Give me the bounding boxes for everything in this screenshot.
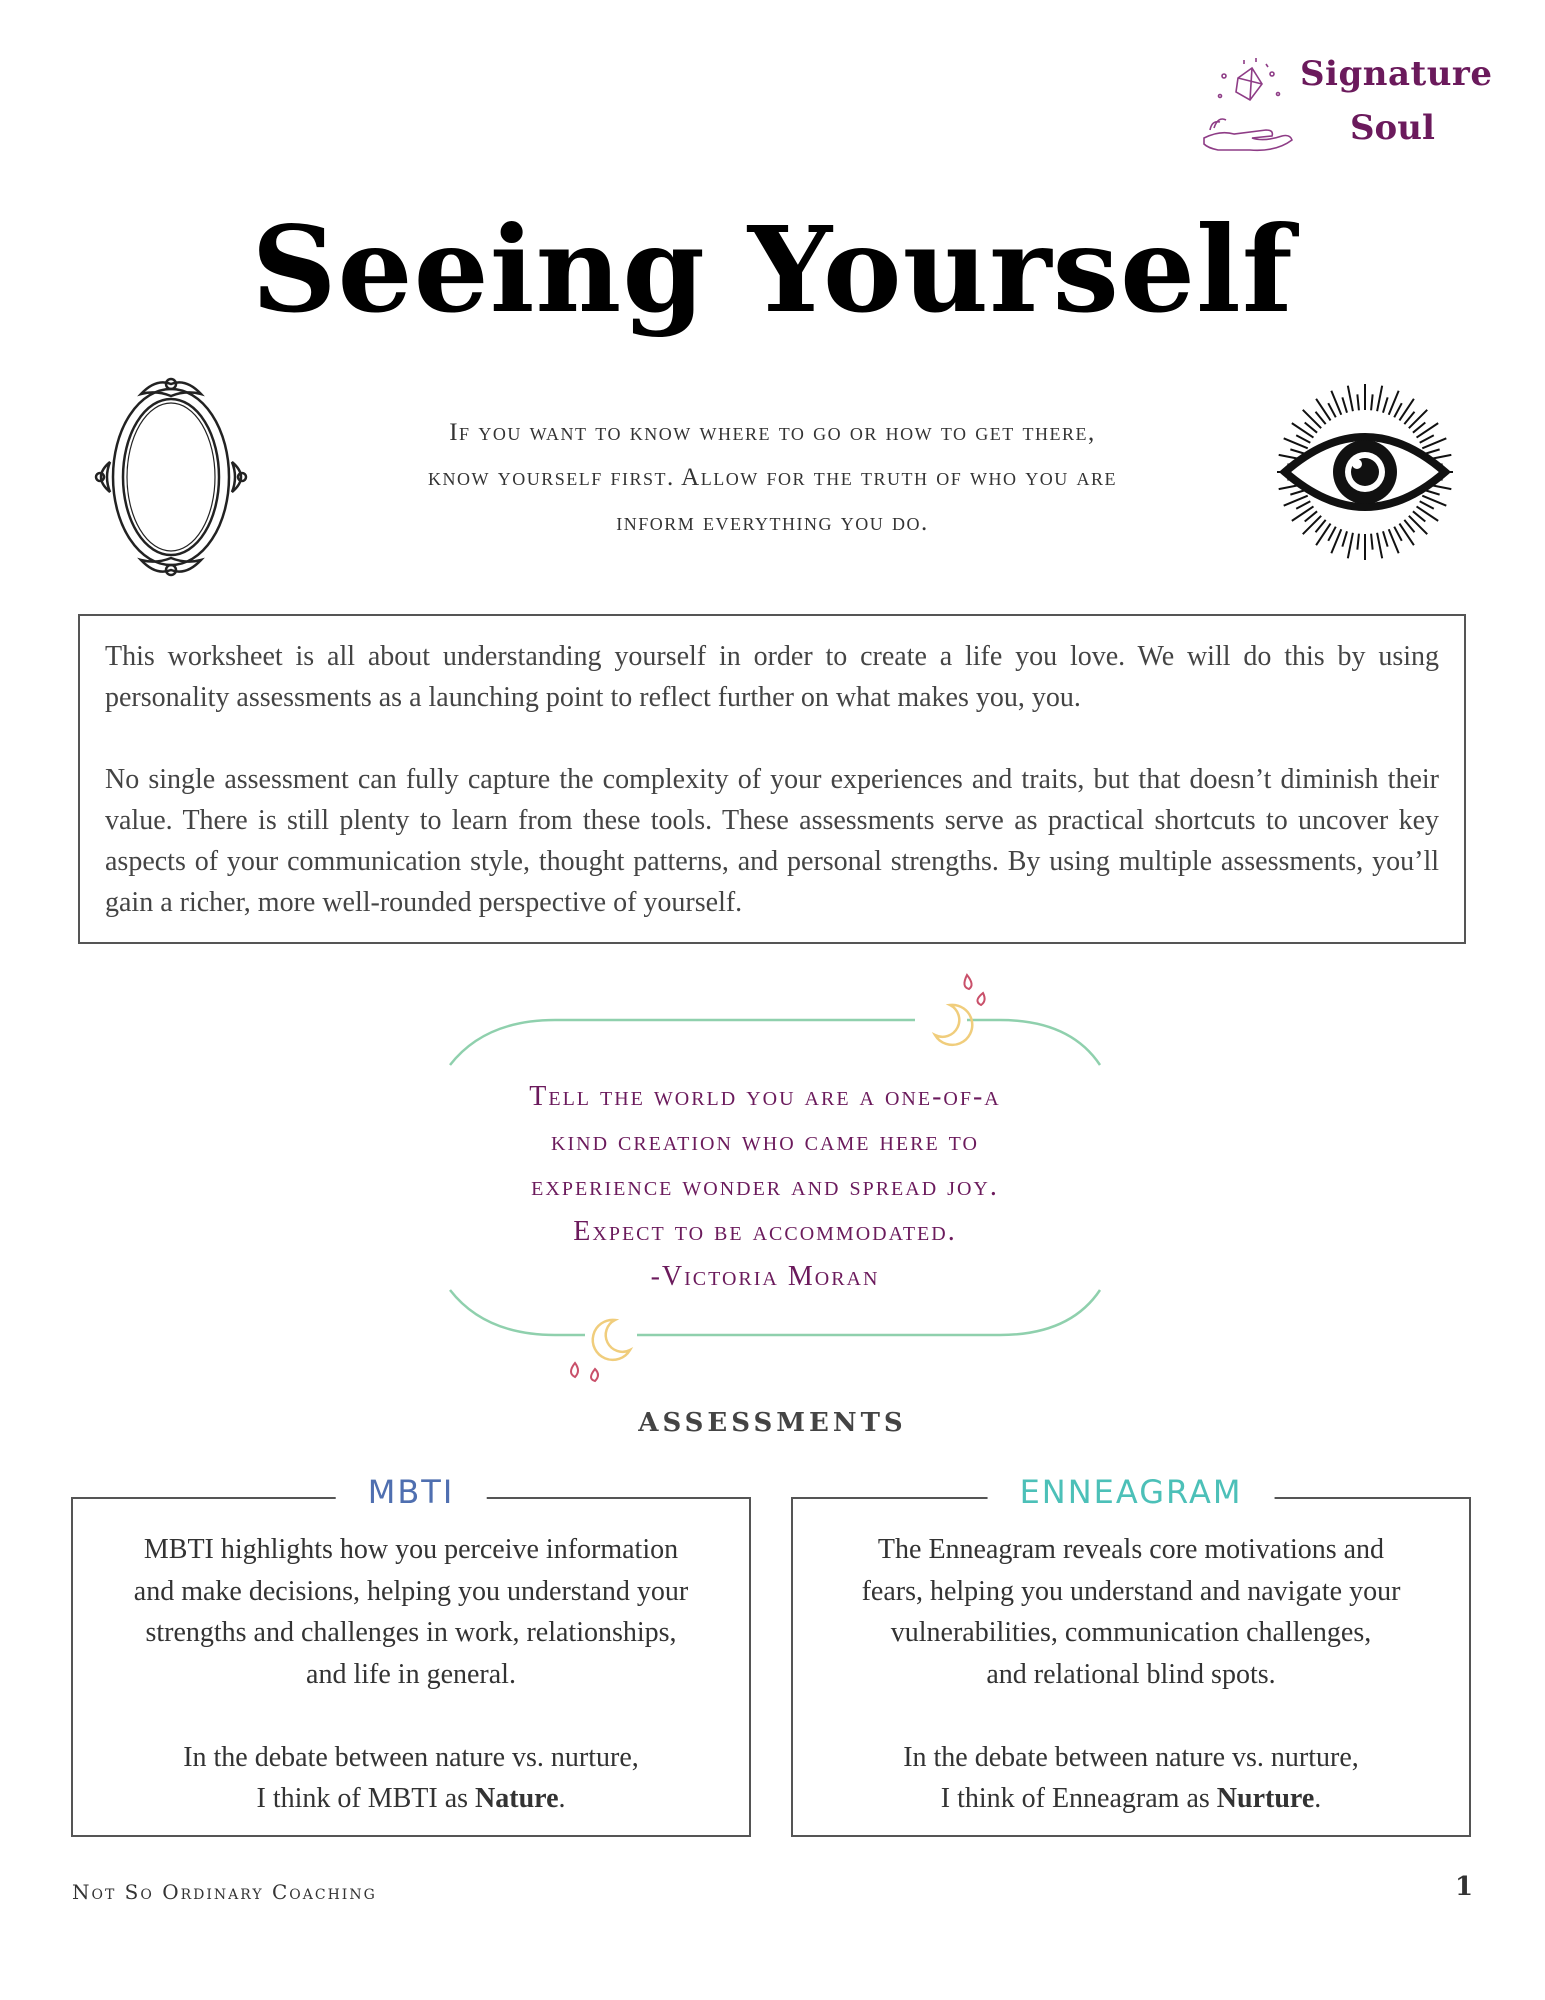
crystal-hand-icon [1200, 56, 1300, 156]
enneagram-title: ENNEAGRAM [988, 1473, 1275, 1511]
page-title: Seeing Yourself [251, 200, 1294, 339]
intro-line: know yourself first. Allow for the truth of who you are [428, 464, 1117, 491]
worksheet-paragraph: This worksheet is all about understanding yourself in order to create a life you love. We will do this by using personality assessments as a launching point to reflect further on what makes you, you. [105, 641, 1439, 713]
quote-line: experience wonder and spread joy. [531, 1171, 999, 1202]
enneagram-card [791, 1473, 1471, 1837]
enneagram-debate-line: In the debate between nature vs. nurture, [903, 1741, 1359, 1773]
enneagram-desc-line: and relational blind spots. [986, 1658, 1276, 1690]
brand-logo [1200, 50, 1500, 170]
enneagram-desc-line: vulnerabilities, communication challenges, [890, 1617, 1372, 1648]
mbti-card [71, 1473, 751, 1837]
enneagram-think-suffix: . [1314, 1783, 1322, 1814]
quote-line: kind creation who came here to [551, 1126, 979, 1157]
mbti-debate-line: In the debate between nature vs. nurture, [183, 1741, 639, 1773]
worksheet-description-box [78, 614, 1466, 944]
enneagram-desc-line: The Enneagram reveals core motivations and [877, 1534, 1385, 1565]
mbti-desc-line: and make decisions, helping you understand your [133, 1575, 689, 1607]
intro-text [330, 410, 1215, 545]
worksheet-paragraph: No single assessment can fully capture the complexity of your experiences and traits, but that doesn’t diminish their value. There is still plenty to learn from these tools. These assessments serve as practical shortcuts to uncover key aspects of your communication style, thought patterns, and personal strengths. By using multiple assessments, you’ll gain a richer, more well-rounded perspective of yourself. [105, 764, 1439, 918]
quote-line: Expect to be accommodated. [573, 1216, 957, 1247]
mbti-think-bold: Nature [475, 1783, 559, 1814]
mbti-think-prefix: I think of MBTI as [256, 1783, 476, 1814]
enneagram-description [813, 1529, 1449, 1820]
radiant-eye-icon [1275, 382, 1455, 562]
brand-name-line1: Signature [1300, 54, 1493, 94]
assessments-heading: ASSESSMENTS [638, 1408, 907, 1438]
mbti-title: MBTI [336, 1473, 487, 1511]
ornate-mirror-icon [86, 372, 256, 582]
enneagram-think-prefix: I think of Enneagram as [940, 1783, 1217, 1814]
brand-name-line2: Soul [1350, 108, 1435, 148]
quote-author: -Victoria Moran [650, 1261, 880, 1292]
enneagram-think-line [813, 1778, 1449, 1820]
enneagram-desc-line: fears, helping you understand and navigate your [861, 1575, 1401, 1607]
mbti-desc-line: and life in general. [306, 1658, 516, 1690]
quote-line: Tell the world you are a one-of-a [529, 1081, 1001, 1112]
mbti-desc-line: MBTI highlights how you perceive information [143, 1534, 679, 1565]
intro-line: inform everything you do. [616, 509, 929, 536]
footer-brand: Not So Ordinary Coaching [72, 1880, 377, 1904]
intro-line: If you want to know where to go or how to get there, [449, 419, 1096, 446]
mbti-desc-line: strengths and challenges in work, relationships, [145, 1617, 677, 1648]
mbti-description [93, 1529, 729, 1820]
enneagram-think-bold: Nurture [1216, 1783, 1315, 1814]
mbti-think-suffix: . [558, 1783, 566, 1814]
mbti-think-line [93, 1778, 729, 1820]
page-number: 1 [1455, 1872, 1474, 1902]
quote-text [460, 1074, 1070, 1299]
